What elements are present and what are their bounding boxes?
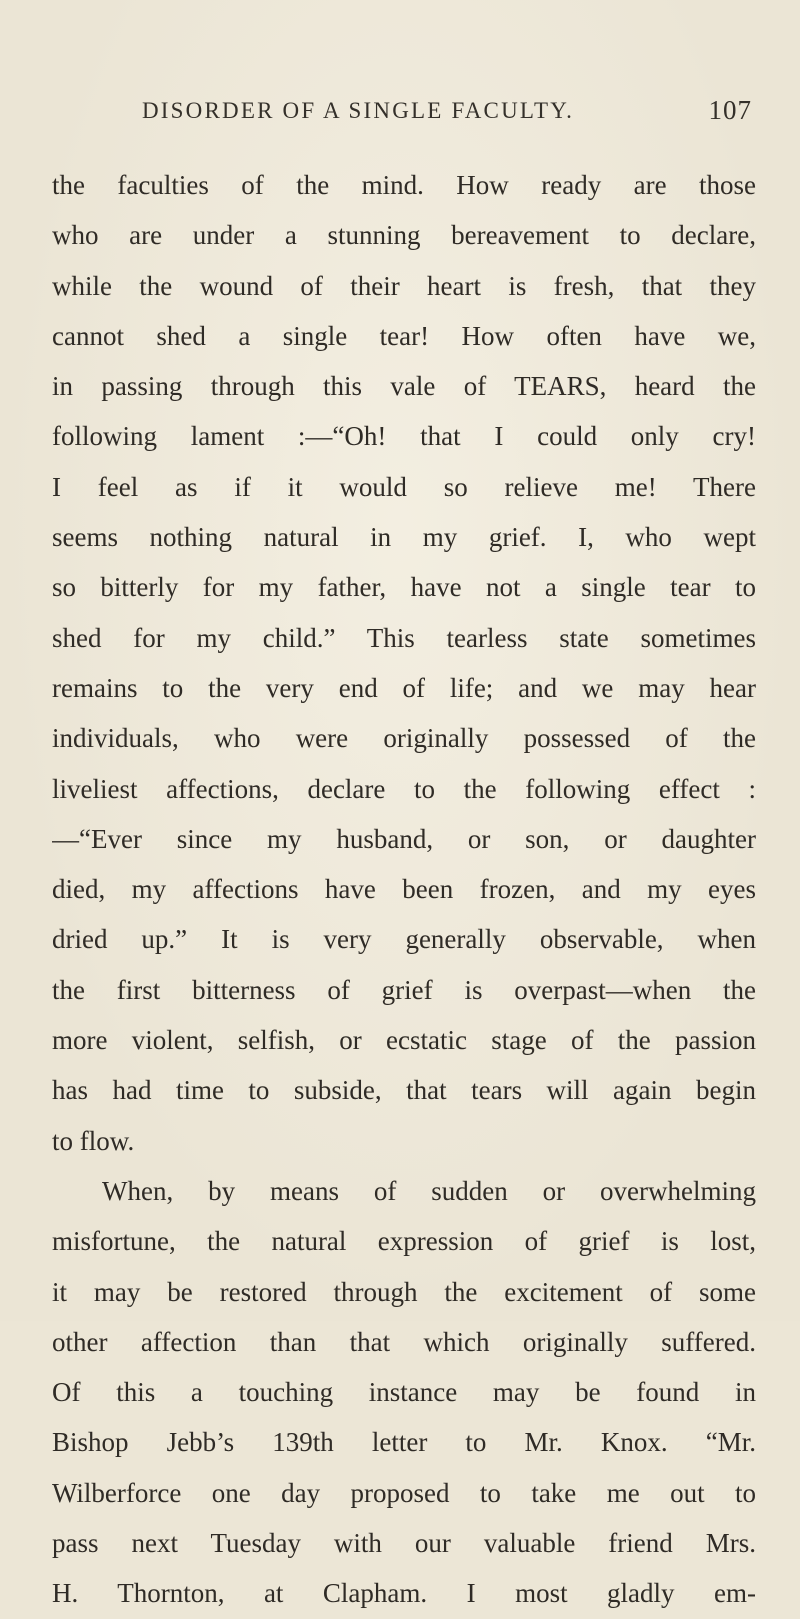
text-line: following lament :—“Oh! that I could only cry! (52, 421, 756, 452)
text-line: the first bitterness of grief is overpast—when the (52, 974, 756, 1005)
text-line: died, my affections have been frozen, and my eyes (52, 874, 756, 905)
text-line: shed for my child.” This tearless state sometimes (52, 622, 756, 653)
text-line: so bitterly for my father, have not a single tear to (52, 572, 756, 603)
text-line: H. Thornton, at Clapham. I most gladly em- (52, 1578, 756, 1609)
text-line: seems nothing natural in my grief. I, who wept (52, 522, 756, 553)
paragraph (52, 160, 756, 1166)
text-line: while the wound of their heart is fresh, that they (52, 270, 756, 301)
text-line: When, by means of sudden or overwhelming (102, 1175, 756, 1206)
text-line: the faculties of the mind. How ready are those (52, 170, 756, 200)
paragraph (52, 1166, 756, 1619)
text-line: misfortune, the natural expression of grief is lost, (52, 1226, 756, 1257)
text-line: it may be restored through the excitement of some (52, 1276, 756, 1307)
text-line: to flow. (52, 1125, 135, 1156)
text-line: —“Ever since my husband, or son, or daughter (52, 823, 756, 854)
text-line: I feel as if it would so relieve me! There (52, 471, 756, 502)
text-line: in passing through this vale of TEARS, heard the (52, 371, 756, 402)
text-line: dried up.” It is very generally observable, when (52, 924, 756, 955)
text-line: individuals, who were originally possessed of the (52, 723, 756, 754)
text-line: who are under a stunning bereavement to declare, (52, 220, 756, 251)
text-line: remains to the very end of life; and we may hear (52, 672, 756, 703)
text-line: pass next Tuesday with our valuable friend Mrs. (52, 1528, 756, 1559)
text-line: more violent, selfish, or ecstatic stage of the passion (52, 1025, 756, 1056)
text-line: other affection than that which originally suffered. (52, 1326, 756, 1357)
text-line: Wilberforce one day proposed to take me out to (52, 1477, 756, 1508)
running-header (0, 95, 800, 138)
text-line: liveliest affections, declare to the following effect : (52, 773, 756, 804)
page-number: 107 (708, 95, 752, 125)
text-line: has had time to subside, that tears will again begin (52, 1075, 756, 1106)
text-line: cannot shed a single tear! How often have we, (52, 320, 756, 351)
running-title: DISORDER OF A SINGLE FACULTY. (142, 98, 575, 123)
text-line: Of this a touching instance may be found in (52, 1377, 756, 1408)
body-text (52, 160, 756, 1619)
text-line: Bishop Jebb’s 139th letter to Mr. Knox. “Mr. (52, 1427, 756, 1458)
